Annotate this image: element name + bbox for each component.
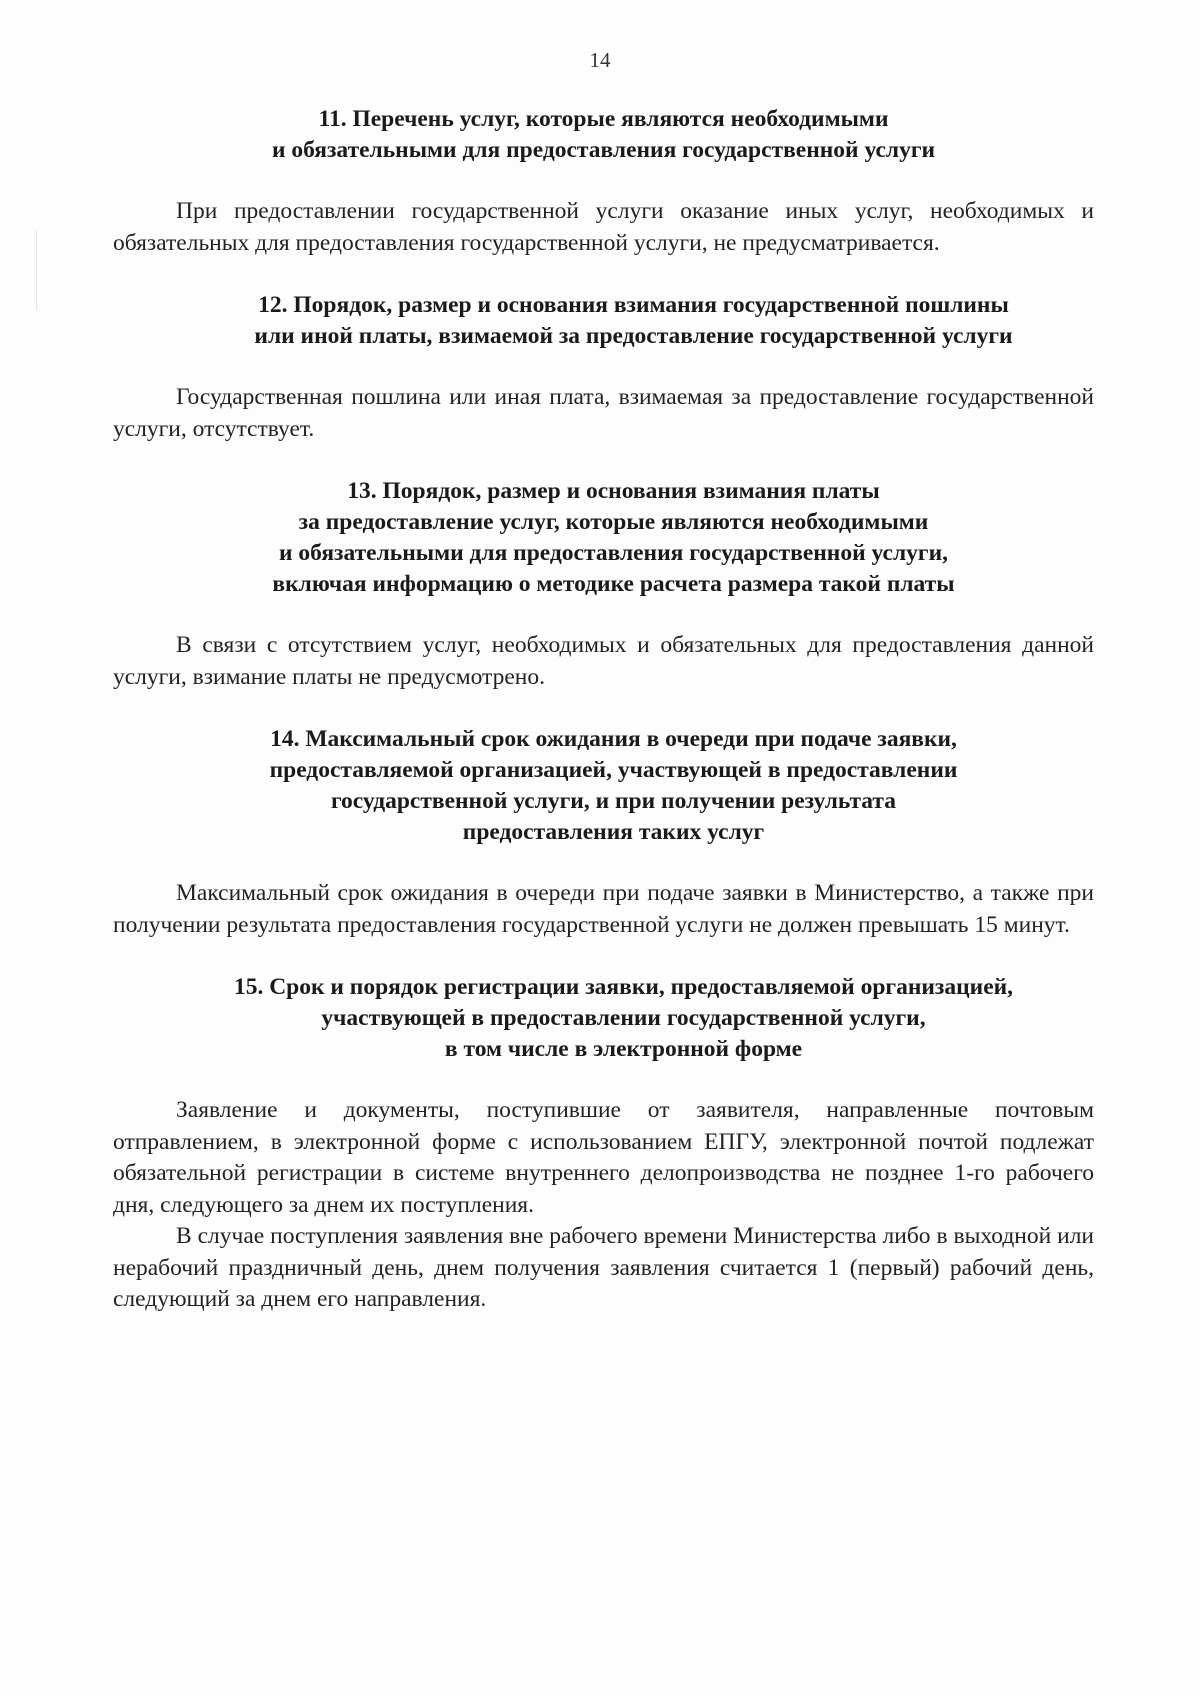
section-heading-13 bbox=[113, 476, 1094, 600]
scan-artifact-line bbox=[36, 230, 37, 310]
paragraph: Заявление и документы, поступившие от заявителя, направленные почтовым отправлением, в электронной форме с использованием ЕПГУ, электронной почтой подлежат обязательной регистрации в системе внутреннего делопроизводства не позднее 1-го рабочего дня, следующего за днем их поступления. bbox=[113, 1097, 1094, 1218]
heading-line: предоставления таких услуг bbox=[462, 819, 765, 845]
heading-line: 14. Максимальный срок ожидания в очереди при подаче заявки, bbox=[270, 726, 957, 752]
paragraph: В связи с отсутствием услуг, необходимых и обязательных для предоставления данной услуги, взимание платы не предусмотрено. bbox=[113, 632, 1094, 690]
document-body bbox=[113, 104, 1094, 1347]
section-body-12 bbox=[113, 382, 1094, 445]
heading-line: 15. Срок и порядок регистрации заявки, предоставляемой организацией, bbox=[233, 974, 1014, 1000]
section-heading-12 bbox=[113, 290, 1094, 352]
section-body-14 bbox=[113, 878, 1094, 941]
heading-line: и обязательными для предоставления государственной услуги, bbox=[279, 540, 948, 566]
paragraph: Государственная пошлина или иная плата, взимаемая за предоставление государственной услуги, отсутствует. bbox=[113, 384, 1094, 442]
section-body-13 bbox=[113, 630, 1094, 693]
paragraph: В случае поступления заявления вне рабочего времени Министерства либо в выходной или нерабочий праздничный день, днем получения заявления считается 1 (первый) рабочий день, следующий за днем его направления. bbox=[113, 1223, 1094, 1312]
heading-line: 11. Перечень услуг, которые являются необходимыми bbox=[318, 106, 889, 132]
section-heading-14 bbox=[113, 724, 1094, 848]
section-heading-15 bbox=[113, 972, 1094, 1065]
section-body-11 bbox=[113, 196, 1094, 259]
heading-line: предоставляемой организацией, участвующей в предоставлении bbox=[269, 757, 958, 783]
heading-line: за предоставление услуг, которые являются необходимыми bbox=[298, 509, 929, 535]
section-body-15 bbox=[113, 1095, 1094, 1316]
heading-line: 13. Порядок, размер и основания взимания платы bbox=[347, 478, 880, 504]
heading-line: или иной платы, взимаемой за предоставление государственной услуги bbox=[254, 323, 1013, 349]
heading-line: включая информацию о методике расчета размера такой платы bbox=[272, 571, 955, 597]
section-heading-11 bbox=[113, 104, 1094, 166]
heading-line: 12. Порядок, размер и основания взимания государственной пошлины bbox=[258, 292, 1009, 318]
page-number: 14 bbox=[589, 48, 611, 72]
heading-line: государственной услуги, и при получении результата bbox=[330, 788, 897, 814]
heading-line: и обязательными для предоставления государственной услуги bbox=[271, 137, 936, 163]
heading-line: участвующей в предоставлении государственной услуги, bbox=[321, 1005, 926, 1031]
heading-line: в том числе в электронной форме bbox=[444, 1036, 803, 1062]
paragraph: При предоставлении государственной услуги оказание иных услуг, необходимых и обязательных для предоставления государственной услуги, не предусматривается. bbox=[113, 198, 1094, 256]
paragraph: Максимальный срок ожидания в очереди при подаче заявки в Министерство, а также при получении результата предоставления государственной услуги не должен превышать 15 минут. bbox=[113, 880, 1094, 938]
